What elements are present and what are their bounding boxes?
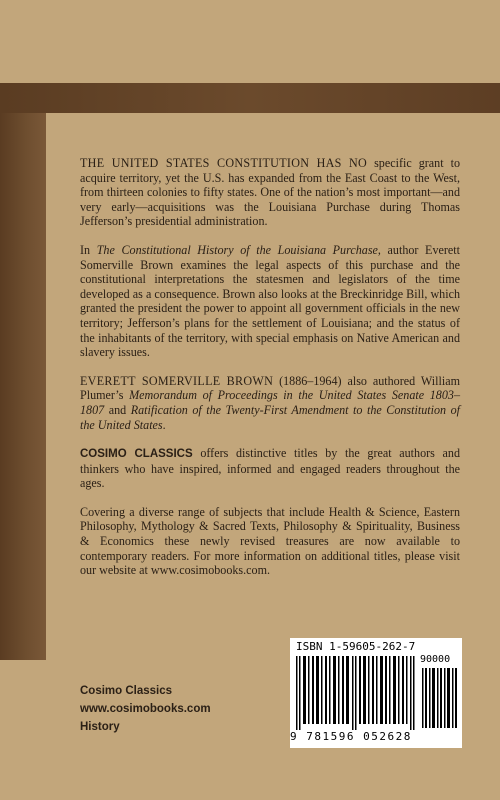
other-title-1: Memorandum of Proceedings in the United States Senate 1803–1807 bbox=[80, 388, 460, 417]
footer-publisher: Cosimo Classics bbox=[80, 685, 173, 697]
intro-caps: THE UNITED STATES CONSTITUTION HAS NO bbox=[80, 156, 368, 170]
isbn-barcode bbox=[290, 638, 462, 748]
barcode-bars-icon bbox=[294, 656, 416, 730]
left-color-strip bbox=[0, 113, 46, 660]
author-name: EVERETT SOMERVILLE BROWN bbox=[80, 373, 274, 388]
publisher-name: COSIMO CLASSICS bbox=[80, 448, 193, 461]
footer-website: www.cosimobooks.com bbox=[80, 703, 211, 715]
author-end: . bbox=[162, 417, 166, 432]
intro-paragraph bbox=[80, 156, 460, 229]
subjects-paragraph: Covering a diverse range of subjects that include Health & Science, Eastern Philosophy, Mythology & Sacred Texts, Philosophy & Spirituality, Business & Economics these newly revised treasures are now available to contemporary readers. For more information on additional titles, please visit our website at www.cosimobooks.com. bbox=[80, 504, 460, 578]
summary-text: , author Everett Somerville Brown examines the legal aspects of this purchase and the constitutional interpretations the statesmen and legislators of the time developed as a consequence. Brown also looks at the Breckinridge Bill, which granted the president the power to appoint all government officials in the new territory; Jefferson’s plans for the settlement of Louisiana; and the status of the inhabitants of the territory, with special emphasis on Native American and slavery issues. bbox=[80, 242, 460, 360]
book-title: The Constitutional History of the Louisiana Purchase bbox=[96, 242, 378, 257]
summary-lead: In bbox=[80, 242, 97, 257]
author-paragraph bbox=[80, 374, 460, 432]
footer-category: History bbox=[80, 721, 120, 733]
author-bio: (1886–1964) also authored William Plumer’s bbox=[80, 373, 460, 403]
other-title-2: Ratification of the Twenty-First Amendment to the Constitution of the United States bbox=[80, 402, 461, 432]
addon-bars-icon bbox=[422, 668, 458, 728]
footer-info bbox=[80, 682, 211, 736]
top-color-band bbox=[0, 83, 500, 113]
author-and: and bbox=[104, 402, 131, 417]
addon-number: 90000 bbox=[420, 654, 451, 665]
isbn-digits: 9 781596 052628 bbox=[290, 730, 412, 743]
publisher-text: offers distinctive titles by the great authors and thinkers who have inspired, informed and engaged readers throughout the ages. bbox=[80, 446, 461, 491]
isbn-label: ISBN 1-59605-262-7 bbox=[296, 640, 416, 653]
summary-paragraph bbox=[80, 243, 460, 360]
intro-text: specific grant to acquire territory, yet the U.S. has expanded from the East Coast to the West, from thirteen colonies to fifty states. One of the nation’s most important—and very early—acquisitions was the Louisiana Purchase during Thomas Jefferson’s presidential administration. bbox=[80, 156, 460, 229]
publisher-paragraph bbox=[80, 446, 460, 491]
back-cover-description bbox=[80, 156, 460, 592]
